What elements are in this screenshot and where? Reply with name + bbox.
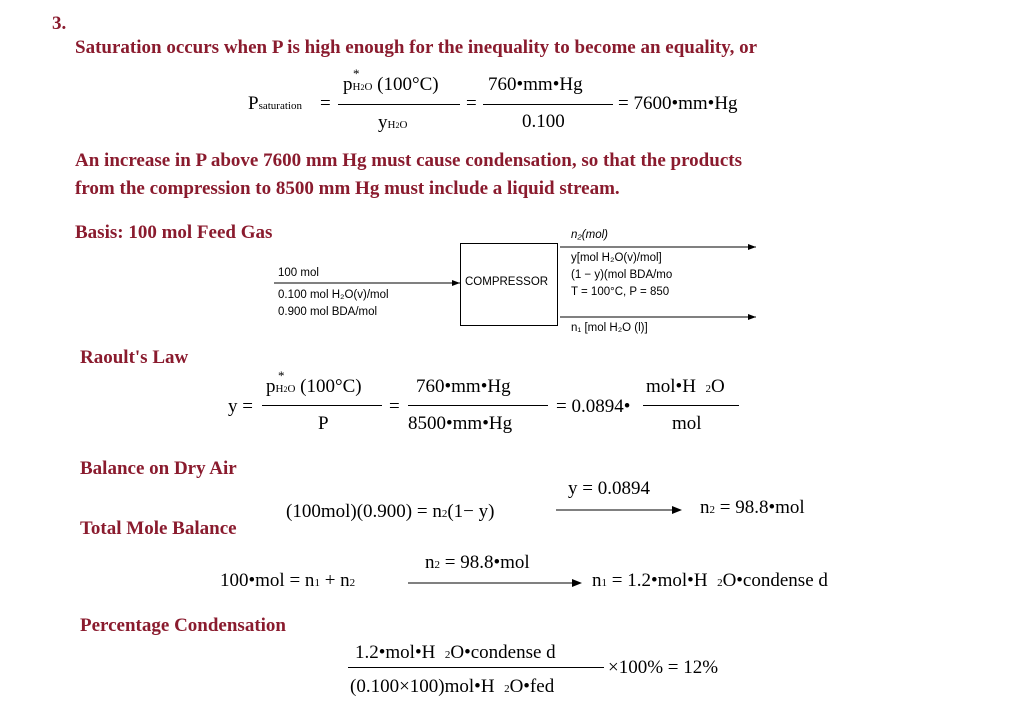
total-result: n1 = 1.2•mol•H 2O•condense d [592, 570, 828, 591]
increase-text-1: An increase in P above 7600 mm Hg must cause condensation, so that the products [75, 150, 742, 171]
compressor-label: COMPRESSOR [465, 276, 549, 288]
raoult-lhs: y = [228, 396, 253, 417]
raoult-fracline-1 [262, 405, 382, 406]
vapor-arrow-icon [748, 244, 756, 250]
out-n1-label: n₁ [mol H₂O (l)] [571, 322, 648, 334]
percent-fracline [348, 667, 604, 668]
raoult-den2: 8500•mm•Hg [408, 413, 513, 434]
feed-label-2: 0.100 mol H₂O(v)/mol [278, 289, 389, 301]
basis-text: Basis: 100 mol Feed Gas [75, 222, 273, 243]
intro-text: Saturation occurs when P is high enough for the inequality to become an equality, or [75, 37, 758, 58]
feed-arrow-icon [452, 280, 460, 286]
total-arrow-label: n2 = 98.8•mol [425, 552, 530, 573]
total-arrow-icon [408, 577, 584, 589]
raoult-heading: Raoult's Law [80, 347, 189, 368]
sat-result: = 7600•mm•Hg [618, 93, 738, 114]
raoult-result: = 0.0894• [556, 396, 631, 417]
problem-number: 3. [52, 13, 67, 34]
percent-den: (0.100×100)mol•H 2O•fed [350, 676, 555, 697]
raoult-eq2: = [389, 396, 400, 417]
raoult-num1: pH2O (100°C) [266, 376, 362, 397]
sat-pstar: * [353, 66, 360, 81]
dry-air-arrow-label: y = 0.0894 [568, 478, 650, 499]
percent-result: ×100% = 12% [608, 657, 719, 678]
raoult-pstar: * [278, 368, 285, 383]
sat-eq2: = [466, 93, 477, 114]
increase-text-2: from the compression to 8500 mm Hg must include a liquid stream. [75, 178, 620, 199]
feed-label-1: 100 mol [278, 267, 319, 279]
sat-den1: yH2O [378, 112, 408, 133]
dry-air-arrow-icon [556, 504, 684, 516]
raoult-fracline-3 [643, 405, 739, 406]
sat-fracline-1 [338, 104, 460, 105]
sat-num2: 760•mm•Hg [488, 74, 583, 95]
raoult-fracline-2 [408, 405, 548, 406]
percent-num: 1.2•mol•H 2O•condense d [355, 642, 556, 663]
sat-lhs: P [248, 93, 259, 114]
out-y-label-1: y[mol H₂O(v)/mol] [571, 252, 662, 264]
raoult-unit-den: mol [672, 413, 702, 434]
raoult-num2: 760•mm•Hg [416, 376, 511, 397]
dry-air-eq: (100mol)(0.900) = n2(1− y) [286, 501, 495, 522]
sat-fracline-2 [483, 104, 613, 105]
liquid-arrow-icon [748, 314, 756, 320]
raoult-den1: P [318, 413, 329, 434]
sat-eq1: = [320, 93, 331, 114]
percent-heading: Percentage Condensation [80, 615, 286, 636]
total-lhs: 100•mol = n1 + n2 [220, 570, 356, 591]
sat-den2: 0.100 [522, 111, 565, 132]
raoult-unit-num: mol•H 2O [646, 376, 725, 397]
sat-lhs-sub: saturation [258, 100, 302, 112]
out-y-label-2: (1 − y)(mol BDA/mo [571, 269, 673, 281]
dry-air-result: n2 = 98.8•mol [700, 497, 805, 518]
sat-num1: pH2O (100°C) [343, 74, 439, 95]
total-heading: Total Mole Balance [80, 518, 237, 539]
out-t-label: T = 100°C, P = 850 [571, 286, 670, 298]
dry-air-heading: Balance on Dry Air [80, 458, 237, 479]
feed-label-3: 0.900 mol BDA/mol [278, 306, 378, 318]
out-n2-label: n₂(mol) [571, 229, 608, 241]
